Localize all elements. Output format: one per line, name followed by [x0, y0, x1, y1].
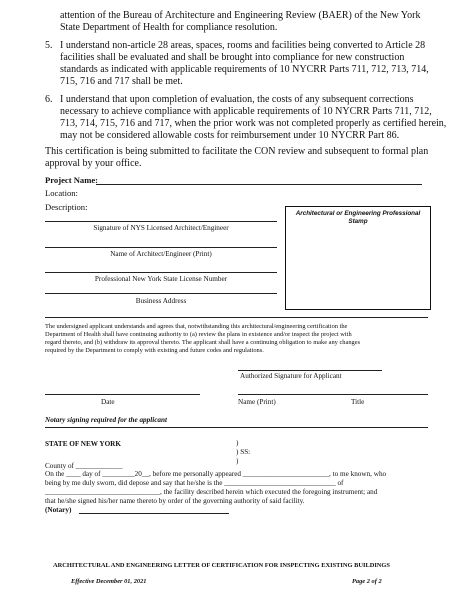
intro-line-2: State Department of Health for compliance resolution.	[60, 22, 278, 33]
undersigned-line-3: regard thereto, and (b) withdraw its approval thereto. The applicant shall have a continuing obligation to make any changes	[45, 339, 361, 346]
project-name-line[interactable]	[96, 184, 422, 185]
notary-label: (Notary)	[45, 506, 72, 514]
authorized-signature-label: Authorized Signature for Applicant	[240, 372, 342, 380]
stamp-label-line-2: Stamp	[348, 218, 368, 225]
facility-line: ________________________________, the facility described herein which executed the foregoing instrument; and	[45, 488, 378, 496]
being-sworn-line: being by me duly sworn, did depose and say that he/she is the _______________________________ of	[45, 479, 344, 487]
item-5-line: I understand non-article 28 areas, spaces, rooms and facilities being converted to Article 28	[60, 40, 426, 51]
footer-title: ARCHITECTURAL AND ENGINEERING LETTER OF CERTIFICATION FOR INSPECTING EXISTING BUILDINGS	[53, 562, 390, 569]
name-print-label: Name (Print)	[238, 398, 276, 406]
project-name-label: Project Name:	[45, 175, 99, 185]
item-6-line: 713, 714, 715, 716 and 717, when the prior work was not completed properly as certified herein,	[60, 118, 447, 129]
section-divider	[45, 317, 428, 318]
stamp-label	[286, 210, 430, 226]
stamp-label-line-1: Architectural or Engineering Professional	[295, 210, 421, 217]
signature-label: Signature of NYS Licensed Architect/Engineer	[93, 224, 229, 232]
item-6-line: I understand that upon completion of evaluation, the costs of any subsequent corrections	[60, 94, 414, 105]
address-label: Business Address	[135, 297, 187, 305]
item-6-line: may not be considered allowable costs for reimbursement under 10 NYCRR Part 86.	[60, 130, 400, 141]
title-label: Title	[351, 398, 365, 406]
undersigned-line-4: required by the Department to comply with existing and future codes and regulations.	[45, 347, 264, 354]
item-6-line: necessary to achieve compliance with applicable requirements of 10 NYCRR Parts 711, 712,	[60, 106, 432, 117]
ss-label: ) SS:	[236, 448, 251, 456]
notary-required-note: Notary signing required for the applicant	[45, 416, 167, 424]
undersigned-line-2: Department of Health shall have continuing authority to (a) review the plans in existence and/or inspect the project with	[45, 331, 352, 338]
date-line[interactable]	[45, 394, 200, 395]
page-number: Page 2 of 2	[352, 578, 382, 585]
item-6-number: 6.	[45, 94, 53, 105]
architect-name-label: Name of Architect/Engineer (Print)	[110, 250, 212, 258]
on-the-line: On the ____ day of _________20__, before me personally appeared ________________________, to me known, who	[45, 470, 387, 478]
item-5-line: 715, 716 and 717 shall be met.	[60, 76, 183, 87]
effective-date: Effective December 01, 2021	[71, 578, 147, 585]
location-label: Location:	[45, 188, 78, 198]
name-title-line[interactable]	[238, 394, 428, 395]
state-of-new-york: STATE OF NEW YORK	[45, 440, 121, 448]
paren-1: )	[236, 439, 239, 447]
paren-3: )	[236, 457, 239, 465]
intro-line-1: attention of the Bureau of Architecture and Engineering Review (BAER) of the New York	[60, 10, 421, 21]
date-label: Date	[101, 398, 115, 406]
notary-signature-line[interactable]	[79, 513, 229, 514]
professional-stamp-box	[285, 206, 431, 310]
undersigned-line-1: The undersigned applicant understands and agrees that, notwithstanding this architectural/engineering certification the	[45, 323, 348, 330]
license-label: Professional New York State License Number	[94, 275, 228, 283]
county-line: County of _____________	[45, 462, 123, 470]
certification-line-2: approval by your office.	[45, 158, 142, 169]
notary-divider	[45, 427, 428, 428]
address-line[interactable]	[45, 293, 277, 294]
applicant-signature-line[interactable]	[238, 370, 382, 371]
item-5-line: standards as indicated with applicable requirements of 10 NYCRR Parts 711, 712, 713, 714,	[60, 64, 429, 75]
architect-name-line[interactable]	[45, 247, 277, 248]
license-line[interactable]	[45, 272, 277, 273]
signature-line[interactable]	[45, 221, 277, 222]
certification-line-1: This certification is being submitted to facilitate the CON review and subsequent to formal plan	[45, 146, 429, 157]
description-label: Description:	[45, 202, 88, 212]
item-5-number: 5.	[45, 40, 53, 51]
signed-line: that he/she signed his/her name thereto by order of the governing authority of said facility.	[45, 497, 305, 505]
item-5-line: facilities shall be evaluated and shall be brought into compliance for new construction	[60, 52, 405, 63]
